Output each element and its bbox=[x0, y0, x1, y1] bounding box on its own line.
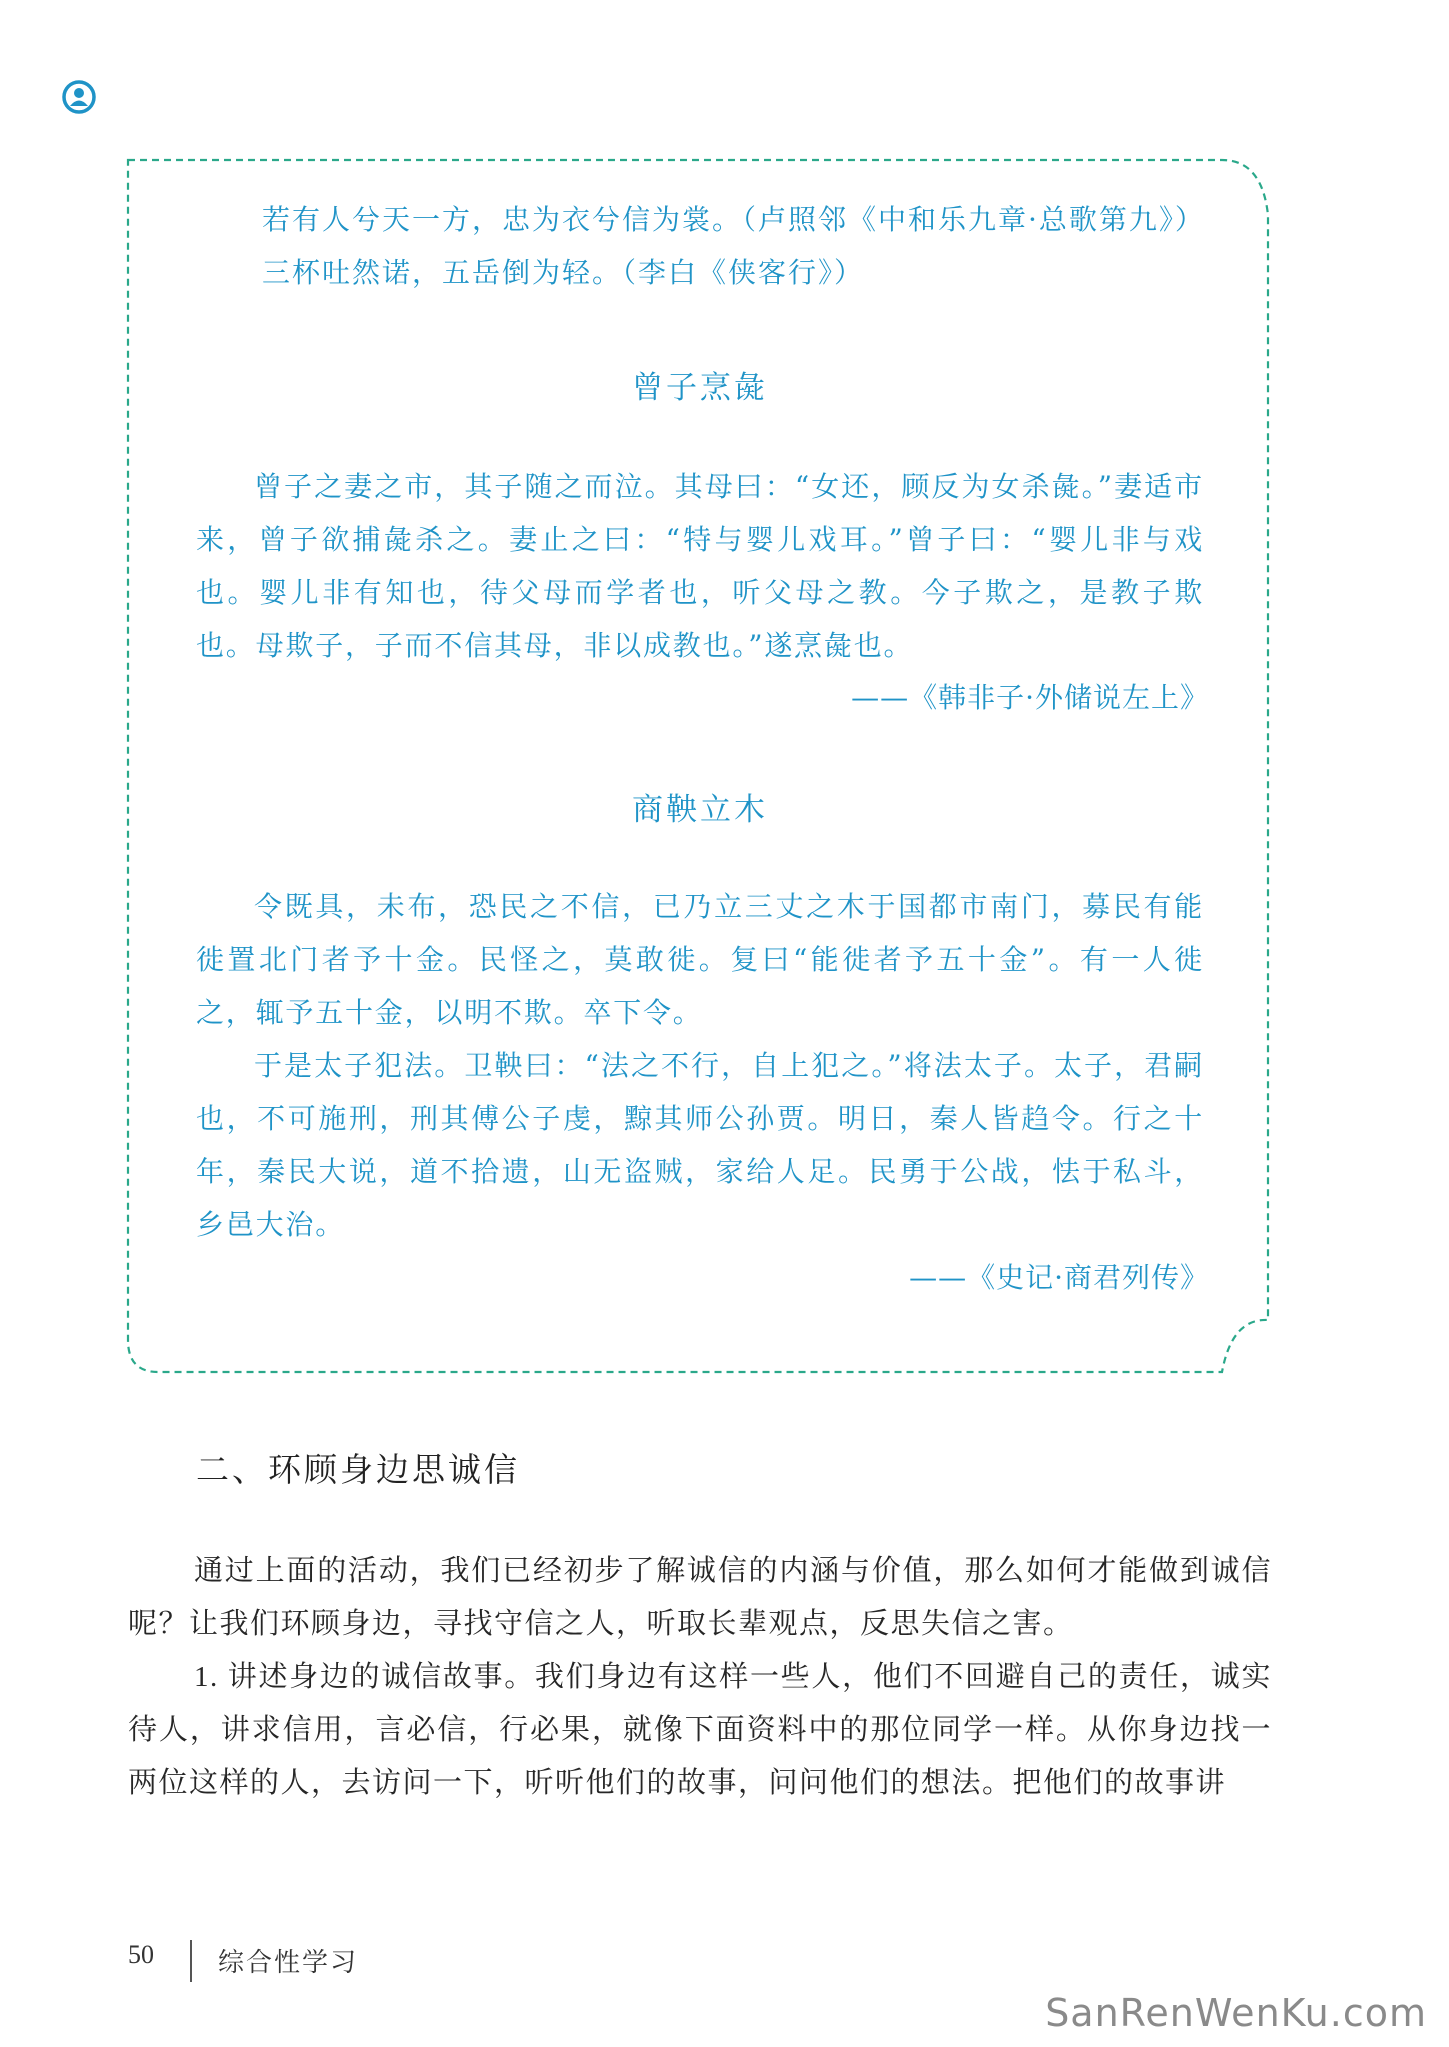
story-source: ——《韩非子·外储说左上》 bbox=[851, 681, 1209, 714]
verse-line: 三杯吐然诺，五岳倒为轻。（李白《侠客行》） bbox=[262, 256, 865, 289]
body-paragraph: 1. 讲述身边的诚信故事。我们身边有这样一些人，他们不回避自己的责任，诚实待人，讲求信用，言必信，行必果，就像下面资料中的那位同学一样。从你身边找一两位这样的人，去访问一下，听听他们的故事，问问他们的想法。把他们的故事讲 bbox=[128, 1661, 1272, 1799]
story-paragraph: 曾子之妻之市，其子随之而泣。其母曰：“女还，顾反为女杀彘。”妻适市来，曾子欲捕彘杀之。妻止之曰：“特与婴儿戏耳。”曾子曰：“婴儿非与戏也。婴儿非有知也，待父母而学者也，听父母之教。今子欺之，是教子欺也。母欺子，子而不信其母，非以成教也。”遂烹彘也。 bbox=[196, 470, 1204, 662]
person-badge-icon bbox=[62, 80, 96, 114]
watermark: SanRenWenKu.com bbox=[1045, 1991, 1427, 2035]
story-title: 商鞅立木 bbox=[632, 792, 768, 828]
footer-divider bbox=[190, 1940, 192, 1982]
verse-line: 若有人兮天一方，忠为衣兮信为裳。（卢照邻《中和乐九章·总歌第九》） bbox=[262, 203, 1205, 236]
book-section-label: 综合性学习 bbox=[218, 1948, 359, 1978]
body-paragraph: 通过上面的活动，我们已经初步了解诚信的内涵与价值，那么如何才能做到诚信呢？让我们环顾身边，寻找守信之人，听取长辈观点，反思失信之害。 bbox=[128, 1555, 1272, 1640]
story-paragraph: 令既具，未布，恐民之不信，已乃立三丈之木于国都市南门，募民有能徙置北门者予十金。民怪之，莫敢徙。复曰“能徙者予五十金”。有一人徙之，辄予五十金，以明不欺。卒下令。 bbox=[196, 890, 1204, 1029]
page-number: 50 bbox=[128, 1940, 154, 1969]
section-heading: 二、环顾身边思诚信 bbox=[196, 1450, 520, 1489]
story-source: ——《史记·商君列传》 bbox=[909, 1261, 1209, 1294]
story-title: 曾子烹彘 bbox=[632, 370, 768, 406]
story-paragraph: 于是太子犯法。卫鞅曰：“法之不行，自上犯之。”将法太子。太子，君嗣也，不可施刑，刑其傅公子虔，黥其师公孙贾。明日，秦人皆趋令。行之十年，秦民大说，道不拾遗，山无盗贼，家给人足。民勇于公战，怯于私斗，乡邑大治。 bbox=[196, 1049, 1204, 1241]
